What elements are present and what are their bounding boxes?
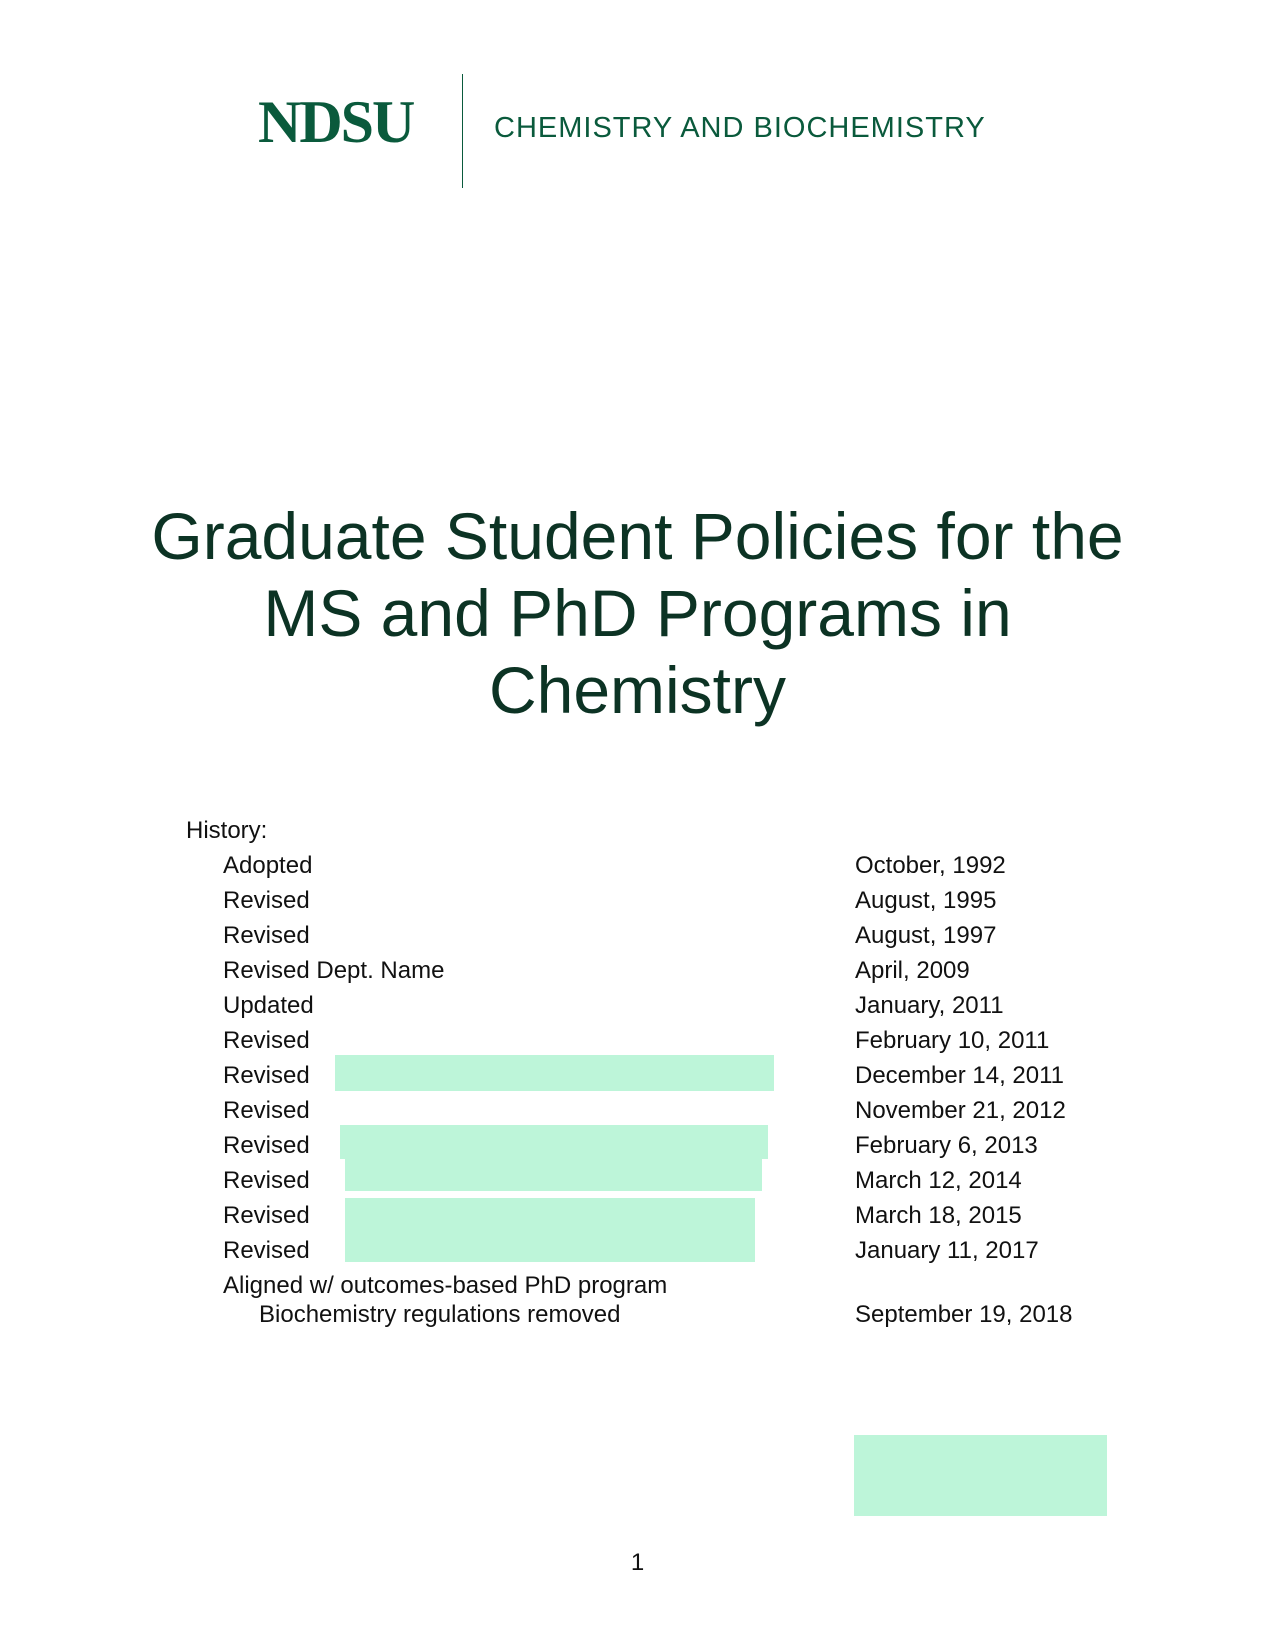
history-entry xyxy=(0,852,1275,887)
history-entry-label: Adopted xyxy=(223,852,313,879)
highlight-block xyxy=(854,1435,1107,1516)
history-entry-label: Revised xyxy=(223,1202,310,1229)
history-entry-date: January, 2011 xyxy=(855,992,1004,1019)
history-entry-date: December 14, 2011 xyxy=(855,1062,1065,1089)
history-entry xyxy=(0,957,1275,992)
history-entry-date: April, 2009 xyxy=(855,957,970,984)
department-name: CHEMISTRY AND BIOCHEMISTRY xyxy=(494,112,986,144)
history-entry-label: Revised xyxy=(223,1097,310,1124)
history-label: History: xyxy=(186,817,268,844)
history-entry-date: March 18, 2015 xyxy=(855,1202,1022,1229)
history-entry-label xyxy=(223,1272,667,1329)
document-title: Graduate Student Policies for the MS and PhD Programs in Chemistry xyxy=(151,499,1124,727)
history-entry-date: August, 1997 xyxy=(855,922,997,949)
history-entry xyxy=(0,1272,1275,1336)
history-entry-date: October, 1992 xyxy=(855,852,1006,879)
history-entry-date: February 10, 2011 xyxy=(855,1027,1050,1054)
logo-divider xyxy=(462,74,463,188)
history-entry-label: Revised xyxy=(223,1062,310,1089)
history-entry-label: Revised xyxy=(223,1167,310,1194)
page-number: 1 xyxy=(630,1549,645,1576)
history-entry-date: August, 1995 xyxy=(855,887,997,914)
history-entry-date: February 6, 2013 xyxy=(855,1132,1038,1159)
history-entry-sublabel: Biochemistry regulations removed xyxy=(259,1301,621,1328)
history-entry xyxy=(0,887,1275,922)
history-entry-label: Revised xyxy=(223,1132,310,1159)
highlight-block xyxy=(345,1198,755,1262)
history-entry-label: Revised Dept. Name xyxy=(223,957,445,984)
history-entry-label: Revised xyxy=(223,1027,310,1054)
history-entry xyxy=(0,922,1275,957)
history-entry-date: January 11, 2017 xyxy=(855,1237,1039,1264)
history-entry-main-label: Aligned w/ outcomes-based PhD program xyxy=(223,1272,668,1299)
history-entry-date: September 19, 2018 xyxy=(855,1301,1073,1328)
history-entry-date: March 12, 2014 xyxy=(855,1167,1022,1194)
history-entry-date: November 21, 2012 xyxy=(855,1097,1066,1124)
highlight-block xyxy=(340,1125,768,1159)
highlight-block xyxy=(345,1159,762,1191)
highlight-block xyxy=(335,1055,774,1091)
history-entry-label: Revised xyxy=(223,1237,310,1264)
history-entry-label: Updated xyxy=(223,992,314,1019)
history-entry-label: Revised xyxy=(223,887,310,914)
history-entry-label: Revised xyxy=(223,922,310,949)
ndsu-logo-wordmark: NDSU xyxy=(258,89,414,155)
history-entry xyxy=(0,992,1275,1027)
